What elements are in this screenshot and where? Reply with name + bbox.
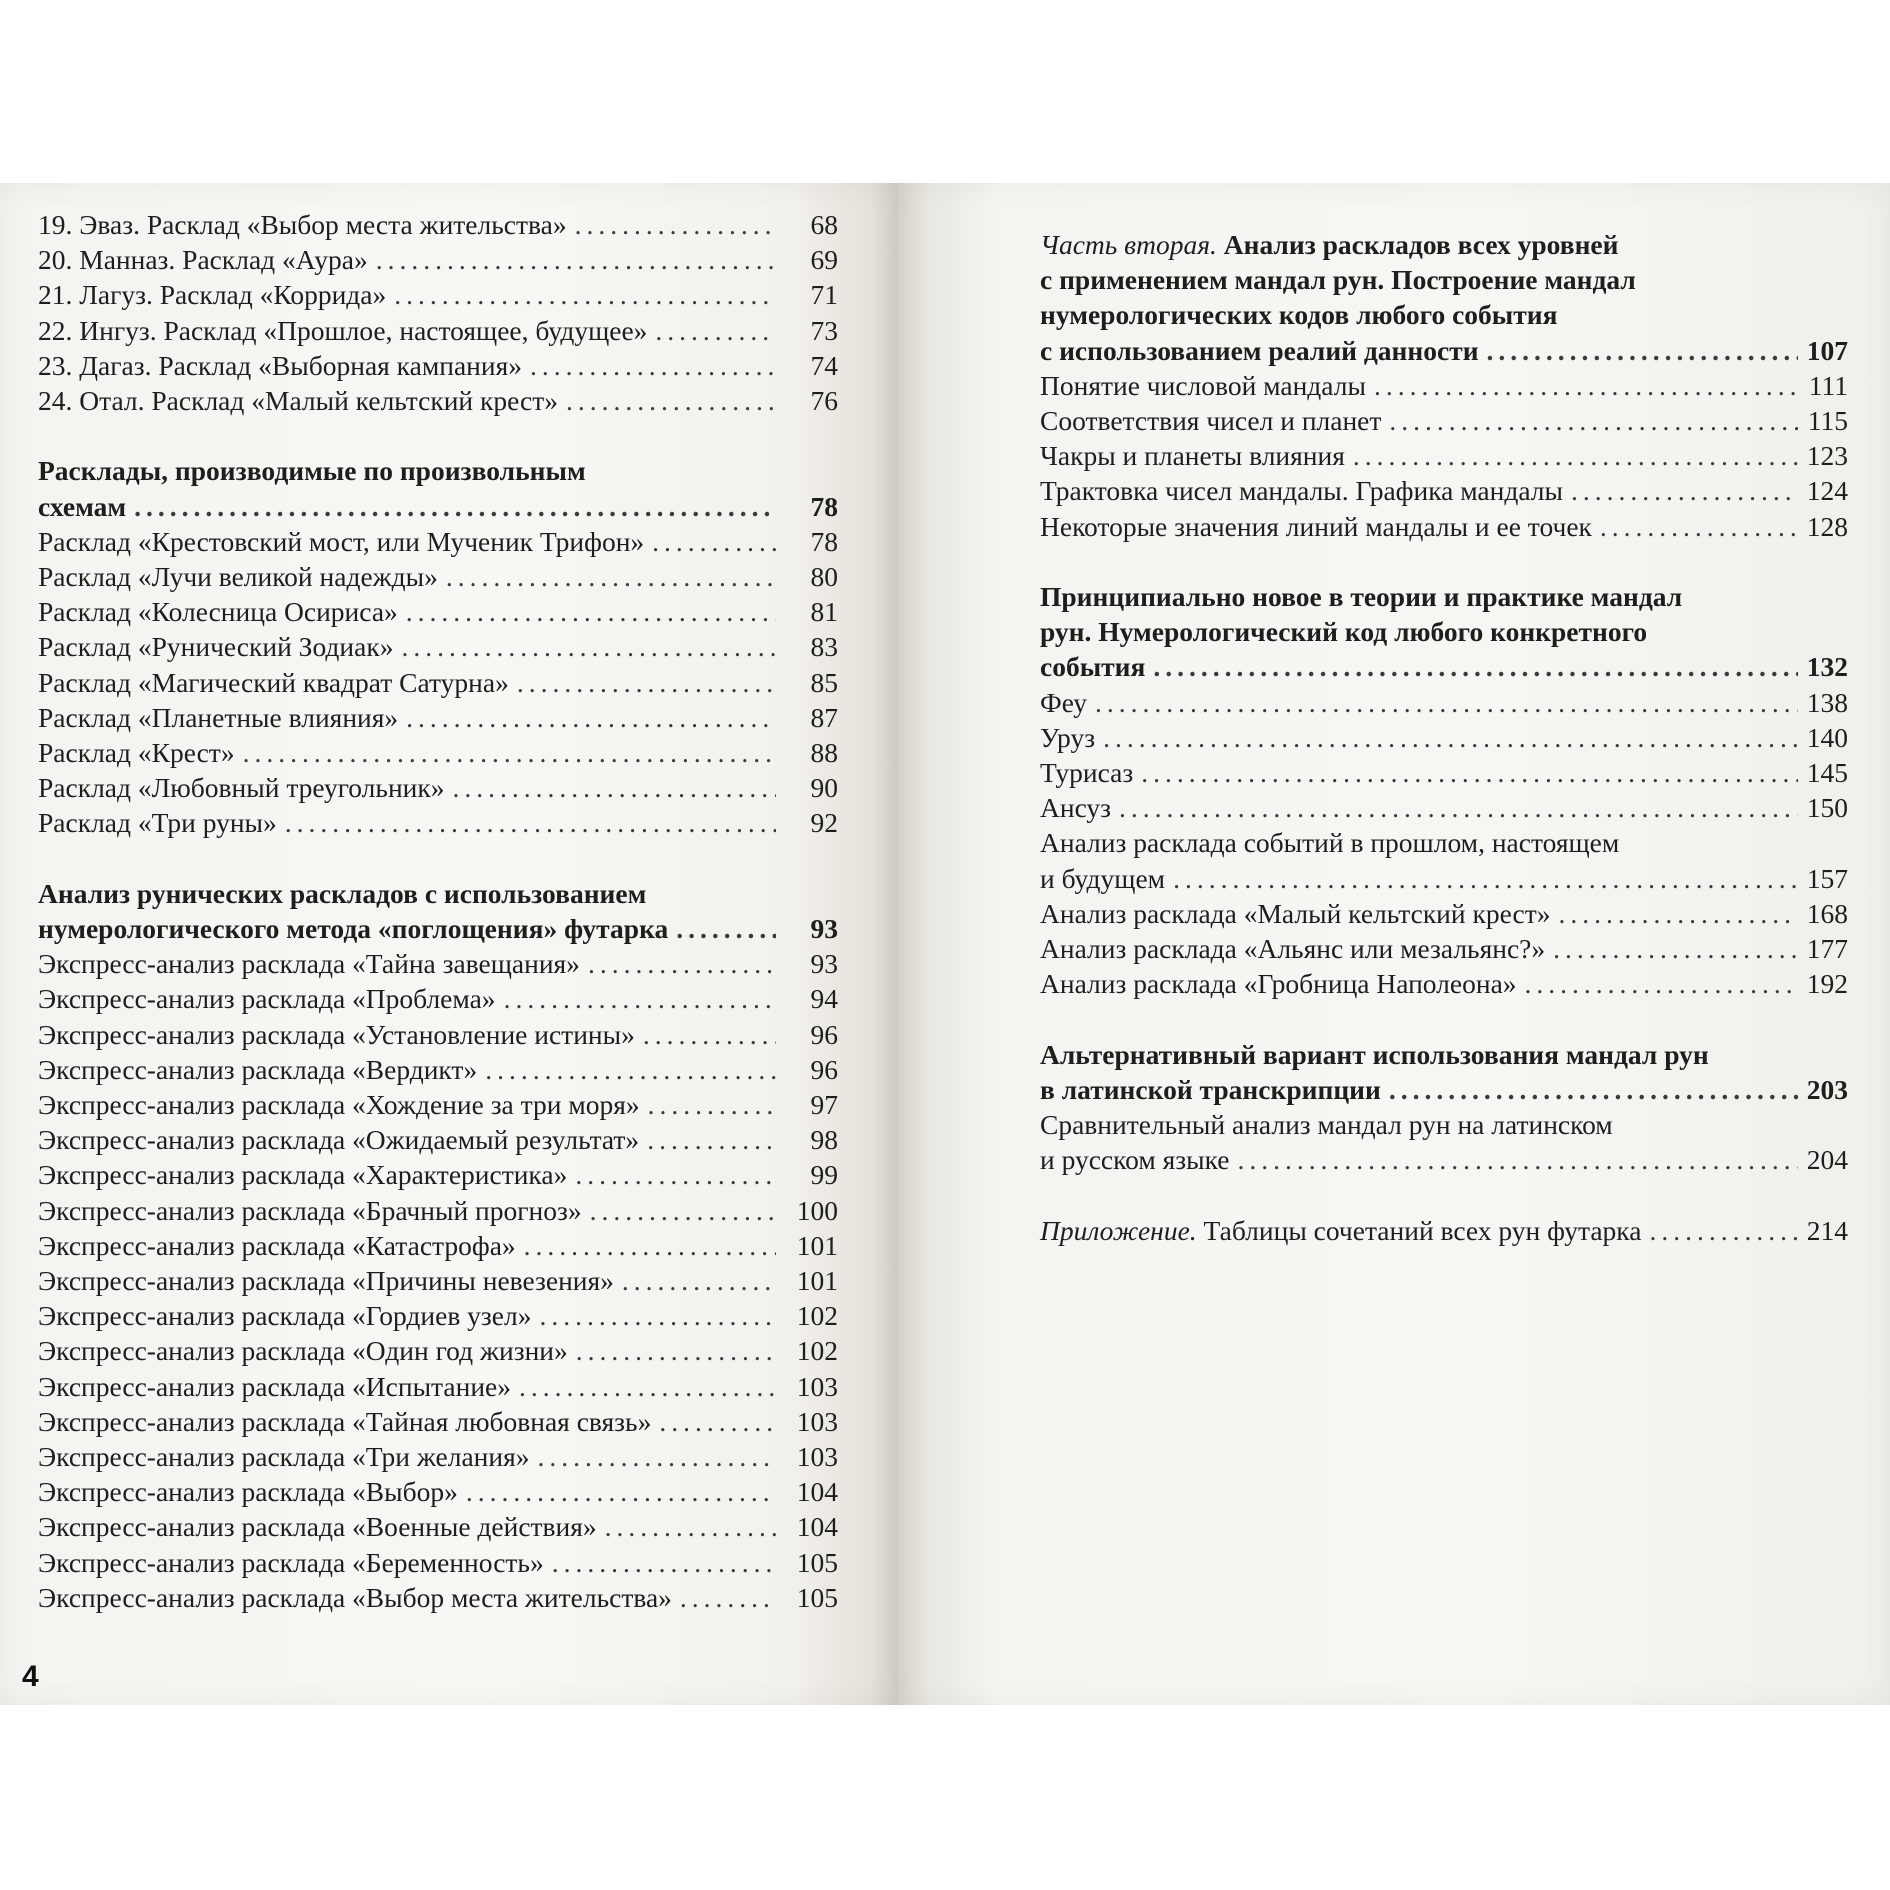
toc-leader-dots bbox=[655, 313, 776, 348]
toc-leader-dots bbox=[401, 629, 776, 664]
toc-entry bbox=[1040, 685, 1848, 720]
toc-entry bbox=[38, 1122, 838, 1157]
toc-entry bbox=[1040, 790, 1848, 825]
toc-entry-page: 90 bbox=[810, 772, 838, 804]
toc-entry-title: Расклад «Рунический Зодиак» bbox=[38, 631, 394, 663]
toc-entry-title: Соответствия чисел и планет bbox=[1040, 405, 1382, 437]
toc-entry-title: Экспресс-анализ расклада «Причины невезения» bbox=[38, 1265, 614, 1297]
toc-entry bbox=[1040, 438, 1848, 473]
toc-leader-dots bbox=[1103, 720, 1798, 755]
toc-leader-dots bbox=[1153, 649, 1798, 684]
toc-entry-page: 140 bbox=[1806, 721, 1848, 753]
toc-entry bbox=[38, 1298, 838, 1333]
toc-leader-dots bbox=[517, 665, 776, 700]
toc-leader-dots bbox=[504, 981, 776, 1016]
toc-leader-dots bbox=[576, 1333, 776, 1368]
toc-leader-dots bbox=[406, 594, 776, 629]
toc-leader-dots bbox=[1374, 368, 1798, 403]
toc-entry-page: 132 bbox=[1806, 651, 1848, 683]
toc-entry-title: 20. Манназ. Расклад «Аура» bbox=[38, 244, 368, 276]
toc-left bbox=[38, 207, 838, 1615]
toc-entry-page: 150 bbox=[1806, 792, 1848, 824]
toc-entry bbox=[38, 559, 838, 594]
toc-entry-page: 101 bbox=[796, 1229, 838, 1261]
toc-leader-dots bbox=[539, 1298, 776, 1333]
toc-entry-page: 103 bbox=[796, 1405, 838, 1437]
toc-entry-page: 105 bbox=[796, 1546, 838, 1578]
toc-entry-title: Расклад «Крестовский мост, или Мученик Трифон» bbox=[38, 525, 645, 557]
toc-leader-dots bbox=[537, 1439, 776, 1474]
toc-entry-page: 104 bbox=[796, 1476, 838, 1508]
toc-entry-title-line: Анализ расклада событий в прошлом, настоящем bbox=[1040, 827, 1620, 859]
toc-entry bbox=[38, 348, 838, 383]
toc-entry-title: Анализ расклада «Малый кельтский крест» bbox=[1040, 897, 1551, 929]
toc-entry-title-line: и русском языке bbox=[1040, 1144, 1230, 1176]
toc-entry bbox=[38, 594, 838, 629]
toc-leader-dots bbox=[1119, 790, 1798, 825]
toc-leader-dots bbox=[1389, 1072, 1798, 1107]
toc-entry bbox=[1040, 825, 1848, 895]
toc-entry-page: 93 bbox=[810, 913, 838, 945]
toc-entry-title: 21. Лагуз. Расклад «Коррида» bbox=[38, 279, 387, 311]
toc-entry bbox=[38, 1369, 838, 1404]
toc-entry bbox=[38, 1193, 838, 1228]
toc-entry-title: Расклад «Три руны» bbox=[38, 807, 277, 839]
toc-entry-page: 105 bbox=[796, 1581, 838, 1613]
toc-entry-title-line: с использованием реалий данности bbox=[1040, 334, 1479, 366]
toc-leader-dots bbox=[376, 242, 776, 277]
toc-entry-page: 96 bbox=[810, 1018, 838, 1050]
toc-entry-title-line: Сравнительный анализ мандал рун на латинском bbox=[1040, 1109, 1613, 1141]
toc-entry-page: 74 bbox=[810, 349, 838, 381]
toc-entry bbox=[38, 1017, 838, 1052]
toc-leader-dots bbox=[530, 348, 776, 383]
toc-leader-dots bbox=[394, 277, 776, 312]
toc-entry bbox=[1040, 368, 1848, 403]
toc-leader-dots bbox=[588, 946, 776, 981]
toc-entry-title: Экспресс-анализ расклада «Вердикт» bbox=[38, 1053, 478, 1085]
toc-entry bbox=[38, 1157, 838, 1192]
toc-part-prefix: Часть вторая. bbox=[1040, 229, 1217, 260]
toc-entry-page: 104 bbox=[796, 1511, 838, 1543]
toc-leader-dots bbox=[466, 1474, 776, 1509]
toc-leader-dots bbox=[622, 1263, 776, 1298]
toc-entry-page: 76 bbox=[810, 385, 838, 417]
toc-entry-title-line: события bbox=[1040, 651, 1146, 683]
toc-entry bbox=[1040, 473, 1848, 508]
toc-entry-title: Понятие числовой мандалы bbox=[1040, 369, 1366, 401]
toc-entry-page: 107 bbox=[1806, 334, 1848, 366]
toc-leader-dots bbox=[652, 524, 776, 559]
toc-entry bbox=[38, 1439, 838, 1474]
toc-section-heading bbox=[1040, 1037, 1848, 1107]
toc-entry-page: 71 bbox=[810, 279, 838, 311]
toc-entry-page: 93 bbox=[810, 948, 838, 980]
toc-entry-page: 83 bbox=[810, 631, 838, 663]
toc-entry-title: Турисаз bbox=[1040, 757, 1134, 789]
toc-leader-dots bbox=[1173, 861, 1798, 896]
toc-leader-dots bbox=[1487, 333, 1798, 368]
toc-entry bbox=[1040, 755, 1848, 790]
toc-entry bbox=[38, 242, 838, 277]
toc-entry-title: Чакры и планеты влияния bbox=[1040, 440, 1345, 472]
toc-entry-title: 23. Дагаз. Расклад «Выборная кампания» bbox=[38, 349, 522, 381]
toc-gap bbox=[1040, 544, 1848, 579]
toc-entry-page: 87 bbox=[810, 701, 838, 733]
toc-entry bbox=[38, 1404, 838, 1439]
toc-entry-page: 94 bbox=[810, 983, 838, 1015]
toc-entry-page: 88 bbox=[810, 737, 838, 769]
toc-entry bbox=[38, 946, 838, 981]
toc-entry bbox=[1040, 896, 1848, 931]
toc-entry-title-line: с применением мандал рун. Построение мандал bbox=[1040, 264, 1636, 296]
toc-entry-page: 214 bbox=[1806, 1214, 1848, 1246]
toc-entry bbox=[38, 1263, 838, 1298]
toc-entry-title: Трактовка чисел мандалы. Графика мандалы bbox=[1040, 475, 1563, 507]
toc-entry-title: Экспресс-анализ расклада «Хождение за три моря» bbox=[38, 1089, 640, 1121]
toc-entry bbox=[1040, 403, 1848, 438]
toc-entry bbox=[1040, 509, 1848, 544]
toc-leader-dots bbox=[676, 911, 776, 946]
toc-leader-dots bbox=[659, 1404, 776, 1439]
toc-leader-dots bbox=[680, 1580, 776, 1615]
toc-entry-page: 103 bbox=[796, 1441, 838, 1473]
toc-entry bbox=[38, 277, 838, 312]
toc-entry-title: Экспресс-анализ расклада «Установление истины» bbox=[38, 1018, 635, 1050]
toc-entry-page: 157 bbox=[1806, 862, 1848, 894]
toc-entry-title: Некоторые значения линий мандалы и ее точек bbox=[1040, 510, 1592, 542]
toc-entry bbox=[1040, 931, 1848, 966]
toc-leader-dots bbox=[446, 559, 776, 594]
toc-entry bbox=[38, 805, 838, 840]
toc-leader-dots bbox=[1389, 403, 1798, 438]
toc-entry-title: Ансуз bbox=[1040, 792, 1112, 824]
toc-entry-page: 124 bbox=[1806, 475, 1848, 507]
toc-entry bbox=[38, 1580, 838, 1615]
toc-entry-page: 102 bbox=[796, 1335, 838, 1367]
toc-entry bbox=[38, 1545, 838, 1580]
toc-entry-page: 168 bbox=[1806, 897, 1848, 929]
toc-leader-dots bbox=[552, 1545, 776, 1580]
toc-entry-title: Экспресс-анализ расклада «Катастрофа» bbox=[38, 1229, 516, 1261]
toc-entry bbox=[38, 383, 838, 418]
toc-entry bbox=[38, 207, 838, 242]
toc-entry-page: 101 bbox=[796, 1265, 838, 1297]
toc-entry-page: 115 bbox=[1807, 405, 1848, 437]
toc-leader-dots bbox=[575, 207, 776, 242]
toc-leader-dots bbox=[575, 1157, 776, 1192]
toc-entry-page: 98 bbox=[810, 1124, 838, 1156]
toc-entry bbox=[1040, 720, 1848, 755]
toc-gap bbox=[38, 418, 838, 453]
toc-gap bbox=[1040, 1177, 1848, 1212]
toc-entry-title: Экспресс-анализ расклада «Тайна завещания» bbox=[38, 948, 580, 980]
toc-entry-page: 68 bbox=[810, 209, 838, 240]
toc-entry bbox=[38, 313, 838, 348]
toc-section-heading bbox=[1040, 579, 1848, 685]
toc-entry-page: 92 bbox=[810, 807, 838, 839]
toc-leader-dots bbox=[452, 770, 776, 805]
toc-appendix-title bbox=[1040, 1213, 1641, 1248]
toc-leader-dots bbox=[406, 700, 776, 735]
toc-entry-page: 97 bbox=[810, 1089, 838, 1121]
toc-gap bbox=[1040, 1001, 1848, 1036]
toc-entry-title: Уруз bbox=[1040, 721, 1096, 753]
toc-entry bbox=[38, 770, 838, 805]
toc-part-heading bbox=[1040, 227, 1848, 368]
toc-leader-dots bbox=[1141, 755, 1798, 790]
toc-entry bbox=[38, 1087, 838, 1122]
toc-entry-title: Экспресс-анализ расклада «Проблема» bbox=[38, 983, 496, 1015]
toc-entry bbox=[38, 1052, 838, 1087]
toc-leader-dots bbox=[1558, 896, 1798, 931]
toc-entry-page: 203 bbox=[1806, 1073, 1848, 1105]
toc-leader-dots bbox=[1525, 966, 1798, 1001]
toc-entry-title: 24. Отал. Расклад «Малый кельтский крест» bbox=[38, 385, 558, 417]
toc-leader-dots bbox=[590, 1193, 776, 1228]
page-number: 4 bbox=[22, 1660, 39, 1693]
toc-entry-page: 73 bbox=[810, 314, 838, 346]
toc-entry-title: 19. Эваз. Расклад «Выбор места жительства» bbox=[38, 209, 567, 240]
toc-entry-title-line: нумерологического метода «поглощения» футарка bbox=[38, 913, 669, 945]
toc-leader-dots bbox=[1649, 1213, 1798, 1248]
toc-entry bbox=[38, 1474, 838, 1509]
toc-entry-title: Экспресс-анализ расклада «Военные действия» bbox=[38, 1511, 597, 1543]
toc-leader-dots bbox=[524, 1228, 776, 1263]
toc-entry-page: 192 bbox=[1806, 968, 1848, 1000]
toc-entry-title: Расклад «Магический квадрат Сатурна» bbox=[38, 666, 509, 698]
toc-entry-title-line: Расклады, производимые по произвольным bbox=[38, 455, 586, 487]
toc-entry-page: 81 bbox=[810, 596, 838, 628]
toc-leader-dots bbox=[243, 735, 776, 770]
toc-entry-page: 78 bbox=[810, 525, 838, 557]
toc-entry-title: Расклад «Любовный треугольник» bbox=[38, 772, 445, 804]
toc-entry-page: 100 bbox=[796, 1194, 838, 1226]
toc-leader-dots bbox=[643, 1017, 776, 1052]
toc-entry-title-line: Анализ рунических раскладов с использованием bbox=[38, 877, 647, 909]
toc-entry-title: Экспресс-анализ расклада «Ожидаемый результат» bbox=[38, 1124, 640, 1156]
toc-entry-page: 145 bbox=[1806, 757, 1848, 789]
toc-leader-dots bbox=[566, 383, 776, 418]
toc-entry-title: Экспресс-анализ расклада «Один год жизни» bbox=[38, 1335, 568, 1367]
toc-leader-dots bbox=[1600, 509, 1798, 544]
toc-entry-title-line: Анализ раскладов всех уровней bbox=[1216, 229, 1619, 260]
toc-entry-title: Экспресс-анализ расклада «Три желания» bbox=[38, 1441, 530, 1473]
toc-entry-page: 123 bbox=[1806, 440, 1848, 472]
toc-entry-title: Анализ расклада «Альянс или мезальянс?» bbox=[1040, 933, 1546, 965]
toc-entry-title: Экспресс-анализ расклада «Испытание» bbox=[38, 1370, 511, 1402]
toc-entry-page: 69 bbox=[810, 244, 838, 276]
toc-entry bbox=[38, 1509, 838, 1544]
toc-entry-page: 96 bbox=[810, 1053, 838, 1085]
toc-entry bbox=[38, 665, 838, 700]
toc-entry-title: Феу bbox=[1040, 686, 1087, 718]
toc-leader-dots bbox=[1553, 931, 1798, 966]
toc-entry-title: Расклад «Лучи великой надежды» bbox=[38, 561, 438, 593]
toc-entry-title: Расклад «Планетные влияния» bbox=[38, 701, 399, 733]
toc-part-first-line bbox=[1040, 227, 1618, 262]
toc-entry-title: Экспресс-анализ расклада «Брачный прогноз» bbox=[38, 1194, 582, 1226]
toc-entry-page: 128 bbox=[1806, 510, 1848, 542]
toc-entry bbox=[38, 981, 838, 1016]
toc-entry-title: Экспресс-анализ расклада «Беременность» bbox=[38, 1546, 544, 1578]
toc-entry-title: Экспресс-анализ расклада «Выбор» bbox=[38, 1476, 458, 1508]
toc-entry-page: 138 bbox=[1806, 686, 1848, 718]
toc-leader-dots bbox=[1237, 1142, 1798, 1177]
toc-entry bbox=[38, 700, 838, 735]
toc-entry-page: 204 bbox=[1806, 1144, 1848, 1176]
toc-entry-page: 99 bbox=[810, 1159, 838, 1191]
toc-entry bbox=[38, 1228, 838, 1263]
toc-entry-title: Экспресс-анализ расклада «Тайная любовная связь» bbox=[38, 1405, 652, 1437]
toc-entry bbox=[1040, 1107, 1848, 1177]
toc-entry-title-line: и будущем bbox=[1040, 862, 1166, 894]
toc-leader-dots bbox=[1095, 685, 1798, 720]
toc-leader-dots bbox=[648, 1087, 776, 1122]
toc-entry-title-line: схемам bbox=[38, 490, 127, 522]
toc-entry-title: Расклад «Колесница Осириса» bbox=[38, 596, 398, 628]
toc-entry-page: 78 bbox=[810, 490, 838, 522]
toc-entry-page: 111 bbox=[1808, 369, 1848, 401]
toc-leader-dots bbox=[285, 805, 776, 840]
toc-entry-title: Расклад «Крест» bbox=[38, 737, 235, 769]
toc-entry-title: 22. Ингуз. Расклад «Прошлое, настоящее, будущее» bbox=[38, 314, 648, 346]
toc-entry-title: Экспресс-анализ расклада «Гордиев узел» bbox=[38, 1300, 532, 1332]
toc-section-heading bbox=[38, 453, 838, 523]
toc-entry-page: 85 bbox=[810, 666, 838, 698]
toc-entry-page: 80 bbox=[810, 561, 838, 593]
toc-right bbox=[1040, 227, 1848, 1248]
toc-entry bbox=[38, 629, 838, 664]
toc-entry-page: 103 bbox=[796, 1370, 838, 1402]
toc-entry-title-line: рун. Нумерологический код любого конкретного bbox=[1040, 616, 1648, 648]
toc-leader-dots bbox=[134, 489, 776, 524]
toc-entry bbox=[38, 1333, 838, 1368]
toc-entry-title: Таблицы сочетаний всех рун футарка bbox=[1196, 1214, 1642, 1246]
toc-entry-title: Экспресс-анализ расклада «Характеристика» bbox=[38, 1159, 568, 1191]
toc-entry-title-line: Альтернативный вариант использования мандал рун bbox=[1040, 1038, 1709, 1070]
toc-appendix-prefix: Приложение. bbox=[1040, 1214, 1197, 1246]
toc-section-heading bbox=[38, 876, 838, 946]
toc-entry bbox=[38, 524, 838, 559]
toc-entry bbox=[38, 735, 838, 770]
toc-entry-title-line: в латинской транскрипции bbox=[1040, 1073, 1381, 1105]
toc-entry-title-line: нумерологических кодов любого события bbox=[1040, 299, 1558, 331]
toc-leader-dots bbox=[1571, 473, 1798, 508]
toc-entry-title: Экспресс-анализ расклада «Выбор места жительства» bbox=[38, 1581, 672, 1613]
toc-leader-dots bbox=[647, 1122, 776, 1157]
toc-entry-page: 102 bbox=[796, 1300, 838, 1332]
toc-entry-title: Анализ расклада «Гробница Наполеона» bbox=[1040, 968, 1517, 1000]
toc-leader-dots bbox=[605, 1509, 776, 1544]
toc-leader-dots bbox=[519, 1369, 776, 1404]
toc-appendix bbox=[1040, 1213, 1848, 1248]
toc-gap bbox=[38, 841, 838, 876]
toc-entry-title-line: Принципиально новое в теории и практике мандал bbox=[1040, 581, 1683, 613]
toc-leader-dots bbox=[1353, 438, 1798, 473]
toc-entry-page: 177 bbox=[1806, 933, 1848, 965]
toc-entry bbox=[1040, 966, 1848, 1001]
toc-leader-dots bbox=[485, 1052, 776, 1087]
